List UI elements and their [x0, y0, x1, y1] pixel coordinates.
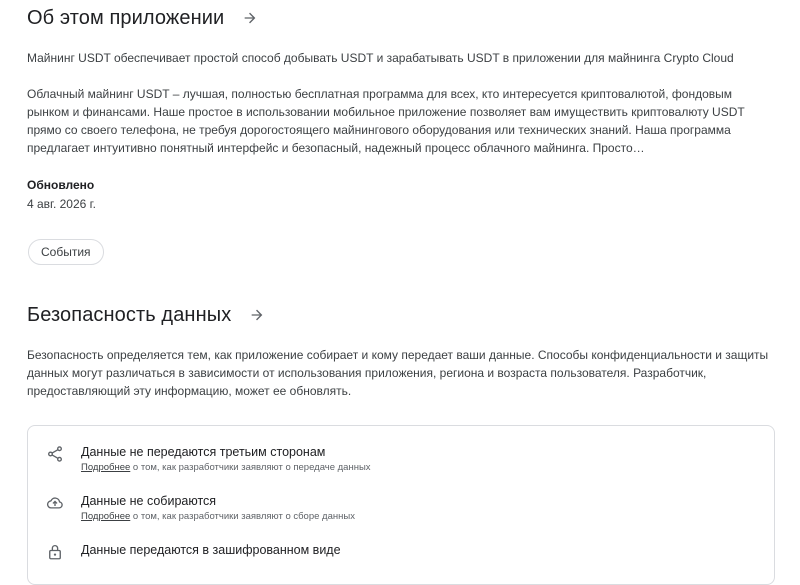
updated-value: 4 авг. 2026 г. [27, 197, 96, 211]
safety-item-subtitle [81, 461, 371, 474]
safety-description: Безопасность определяется тем, как приложение собирает и кому передает ваши данные. Способы конфиденциальности и защиты данных могут различаться в зависимости от использования приложения, региона и возраста пользователя. Разработчик, предоставляющий эту информацию, может ее обновлять. [27, 348, 769, 398]
safety-title: Безопасность данных [27, 303, 232, 326]
safety-item-sharing [46, 444, 371, 474]
safety-item-sub-text: о том, как разработчики заявляют о сборе данных [130, 511, 355, 522]
arrow-right-icon [249, 307, 265, 323]
updated-label: Обновлено [27, 178, 95, 192]
about-title: Об этом приложении [27, 6, 225, 29]
about-arrow-button[interactable] [238, 6, 262, 30]
about-short-description: Майнинг USDT обеспечивает простой способ добывать USDT и зарабатывать USDT в приложении для майнинга Crypto Cloud [27, 51, 734, 65]
learn-more-link[interactable]: Подробнее [81, 462, 131, 473]
safety-item-collection [46, 493, 355, 523]
safety-item-encryption [46, 542, 341, 561]
safety-item-title: Данные передаются в зашифрованном виде [81, 543, 341, 557]
safety-item-sub-text: о том, как разработчики заявляют о передаче данных [130, 462, 371, 473]
safety-card [27, 425, 775, 585]
safety-item-title: Данные не передаются третьим сторонам [81, 445, 326, 459]
safety-item-title: Данные не собираются [81, 494, 217, 508]
safety-header [27, 303, 269, 327]
arrow-right-icon [242, 10, 258, 26]
about-header [27, 6, 262, 30]
learn-more-link[interactable]: Подробнее [81, 511, 131, 522]
share-icon [46, 445, 64, 463]
events-chip[interactable]: События [28, 239, 104, 265]
cloud-upload-icon [46, 494, 64, 512]
safety-arrow-button[interactable] [245, 303, 269, 327]
about-long-description: Облачный майнинг USDT – лучшая, полностью бесплатная программа для всех, кто интересуется криптовалютой, фондовым рынком и финансами. Наше простое в использовании мобильное приложение позволяет вам имуществить криптовалюту USDT прямо со своего телефона, не требуя дорогостоящего майнингового оборудования или технических знаний. Наша программа предлагает интуитивно понятный интерфейс и безопасный, надежный процесс облачного майнинга. Просто… [27, 87, 745, 155]
lock-icon [46, 543, 64, 561]
safety-item-subtitle [81, 510, 355, 523]
